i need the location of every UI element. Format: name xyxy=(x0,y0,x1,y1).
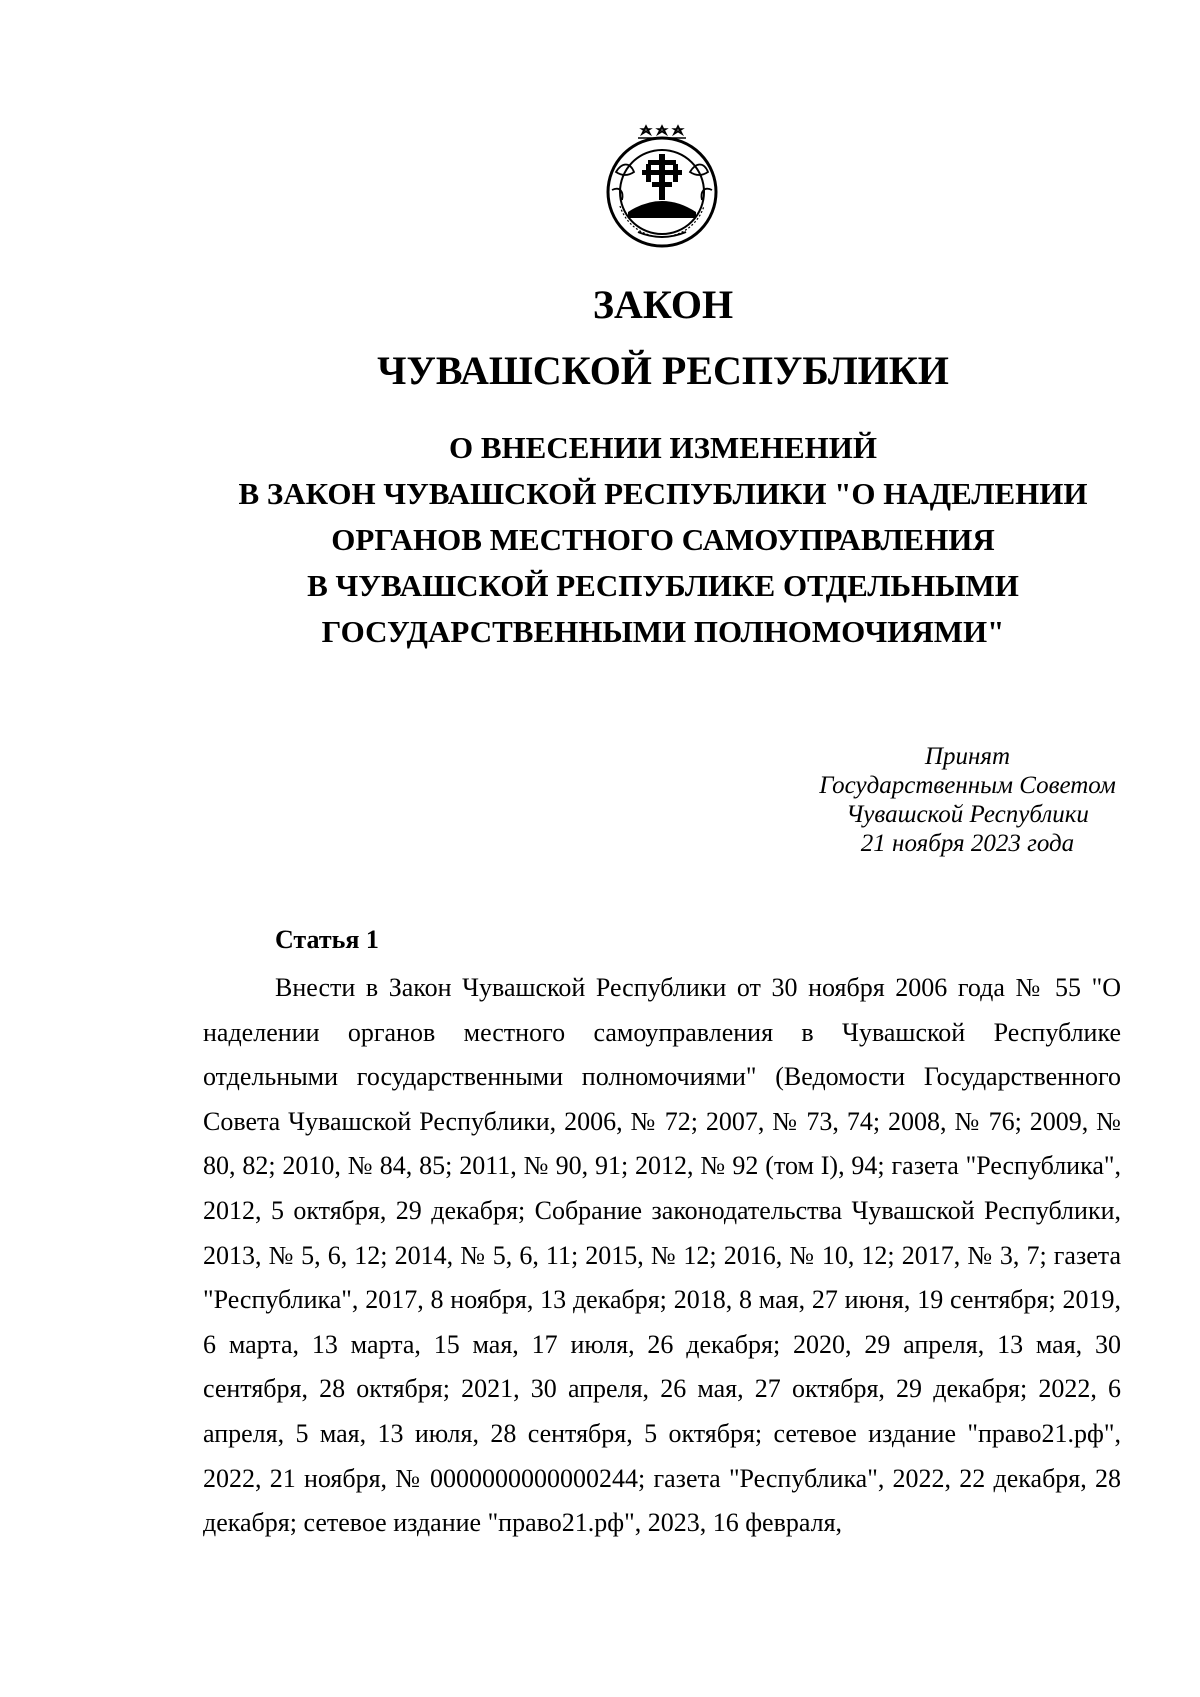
article-1-heading: Статья 1 xyxy=(275,925,379,954)
law-title-line-4: В ЧУВАШСКОЙ РЕСПУБЛИКЕ ОТДЕЛЬНЫМИ xyxy=(307,568,1019,603)
law-type-heading xyxy=(0,272,1200,404)
law-title-line-2: В ЗАКОН ЧУВАШСКОЙ РЕСПУБЛИКИ "О НАДЕЛЕНИИ xyxy=(238,476,1088,511)
law-type-line-2: ЧУВАШСКОЙ РЕСПУБЛИКИ xyxy=(377,348,949,393)
adoption-date: 21 ноября 2023 года xyxy=(860,830,1075,857)
adoption-line-3: Чувашской Республики xyxy=(846,801,1089,828)
law-type-line-1: ЗАКОН xyxy=(592,282,734,327)
law-title-line-5: ГОСУДАРСТВЕННЫМИ ПОЛНОМОЧИЯМИ" xyxy=(321,614,1005,649)
law-title xyxy=(0,425,1200,655)
adoption-line-2: Государственным Советом xyxy=(819,772,1116,799)
adoption-note xyxy=(800,742,1135,858)
chuvash-republic-coat-of-arms-icon xyxy=(598,120,726,250)
adoption-line-1: Принят xyxy=(924,743,1011,770)
law-title-line-1: О ВНЕСЕНИИ ИЗМЕНЕНИЙ xyxy=(448,430,878,465)
article-1-text: Внести в Закон Чувашской Республики от 30 ноября 2006 года № 55 "О наделении органов местного самоуправления в Чувашской Республике отдельными государственными полномочиями" (Ведомости Государственного Совета Чувашской Республики, 2006, № 72; 2007, № 73, 74; 2008, № 76; 2009, № 80, 82; 2010, № 84, 85; 2011, № 90, 91; 2012, № 92 (том I), 94; газета "Республика", 2012, 5 октября, 29 декабря; Собрание законодательства Чувашской Республики, 2013, № 5, 6, 12; 2014, № 5, 6, 11; 2015, № 12; 2016, № 10, 12; 2017, № 3, 7; газета "Республика", 2017, 8 ноября, 13 декабря; 2018, 8 мая, 27 июня, 19 сентября; 2019, 6 марта, 13 марта, 15 мая, 17 июля, 26 декабря; 2020, 29 апреля, 13 мая, 30 сентября, 28 октября; 2021, 30 апреля, 26 мая, 27 октября, 29 декабря; 2022, 6 апреля, 5 мая, 13 июля, 28 сентября, 5 октября; сетевое издание "право21.рф", 2022, 21 ноября, № 0000000000000244; газета "Республика", 2022, 22 декабря, 28 декабря; сетевое издание "право21.рф", 2023, 16 февраля, xyxy=(203,973,1121,1538)
law-title-line-3: ОРГАНОВ МЕСТНОГО САМОУПРАВЛЕНИЯ xyxy=(331,522,995,557)
